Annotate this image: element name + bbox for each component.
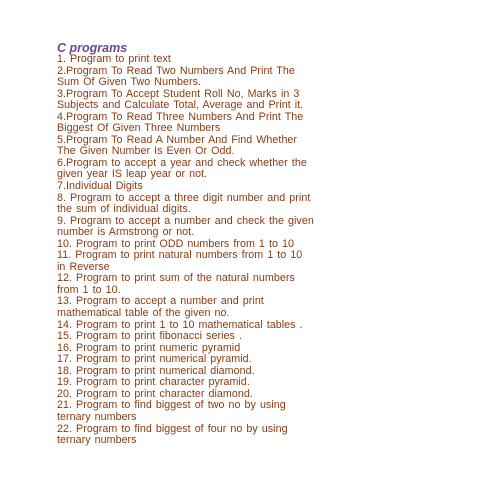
list-item-line: the sum of individual digits.	[57, 203, 191, 216]
list-item-line: The Given Number Is Even Or Odd.	[57, 145, 235, 158]
list-item-line: 9. Program to accept a number and check the given	[57, 214, 314, 227]
list-item	[57, 216, 487, 239]
list-item	[57, 135, 487, 158]
list-item-line: mathematical table of the given no.	[57, 307, 230, 320]
list-item-line: given year IS leap year or not.	[57, 168, 208, 181]
list-item	[57, 400, 487, 423]
list-item-line: ternary numbers	[57, 410, 137, 423]
list-item-line: 6.Program to accept a year and check whether the	[57, 156, 307, 169]
list-item-line: 18. Program to print numerical diamond.	[57, 364, 255, 377]
list-item	[57, 296, 487, 319]
list-item	[57, 273, 487, 296]
document-heading: C programs	[57, 41, 128, 55]
list-item-line: 3.Program To Accept Student Roll No, Marks in 3	[57, 87, 300, 100]
list-item-line: 15. Program to print fibonacci series .	[57, 330, 242, 343]
list-item-line: 20. Program to print character diamond.	[57, 387, 253, 400]
list-item-line: 10. Program to print ODD numbers from 1 to 10	[57, 237, 294, 250]
list-item-line: 1. Program to print text	[57, 53, 171, 65]
list-item-line: 8. Program to accept a three digit number and print	[57, 191, 311, 204]
list-item-line: 12. Program to print sum of the natural numbers	[57, 272, 295, 285]
list-item	[57, 158, 487, 181]
list-item	[57, 66, 487, 89]
list-item-line: from 1 to 10.	[57, 283, 121, 296]
list-item	[57, 193, 487, 216]
list-item-line: Sum Of Given Two Numbers.	[57, 76, 202, 89]
list-item-line: 17. Program to print numerical pyramid.	[57, 353, 252, 366]
list-item	[57, 89, 487, 112]
list-item	[57, 181, 487, 193]
list-item-line: 7.Individual Digits	[57, 180, 143, 193]
list-item-line: 2.Program To Read Two Numbers And Print The	[57, 64, 295, 77]
list-item-line: 13. Program to accept a number and print	[57, 295, 264, 308]
list-item	[57, 250, 487, 273]
list-item	[57, 112, 487, 135]
list-item-line: 11. Program to print natural numbers from 1 to 10	[57, 249, 303, 262]
list-item-line: 14. Program to print 1 to 10 mathematical tables .	[57, 318, 303, 331]
list-item-line: ternary numbers	[57, 434, 137, 447]
list-item	[57, 54, 487, 66]
list-item	[57, 424, 487, 447]
list-item-line: 19. Program to print character pyramid.	[57, 376, 250, 389]
list-item-line: number is Armstrong or not.	[57, 226, 195, 239]
list-item-line: 4.Program To Read Three Numbers And Print The	[57, 110, 304, 123]
list-item-line: 5.Program To Read A Number And Find Whether	[57, 133, 298, 146]
list-item	[57, 331, 487, 343]
list-item-line: Subjects and Calculate Total, Average and Print it.	[57, 99, 304, 112]
program-list	[57, 54, 487, 447]
list-item-line: 16. Program to print numeric pyramid	[57, 341, 241, 354]
document-body	[57, 42, 487, 447]
list-item-line: 21. Program to find biggest of two no by using	[57, 399, 286, 412]
list-item-line: 22. Program to find biggest of four no by using	[57, 422, 288, 435]
list-item-line: Biggest Of Given Three Numbers	[57, 122, 221, 135]
list-item-line: in Reverse	[57, 260, 110, 273]
